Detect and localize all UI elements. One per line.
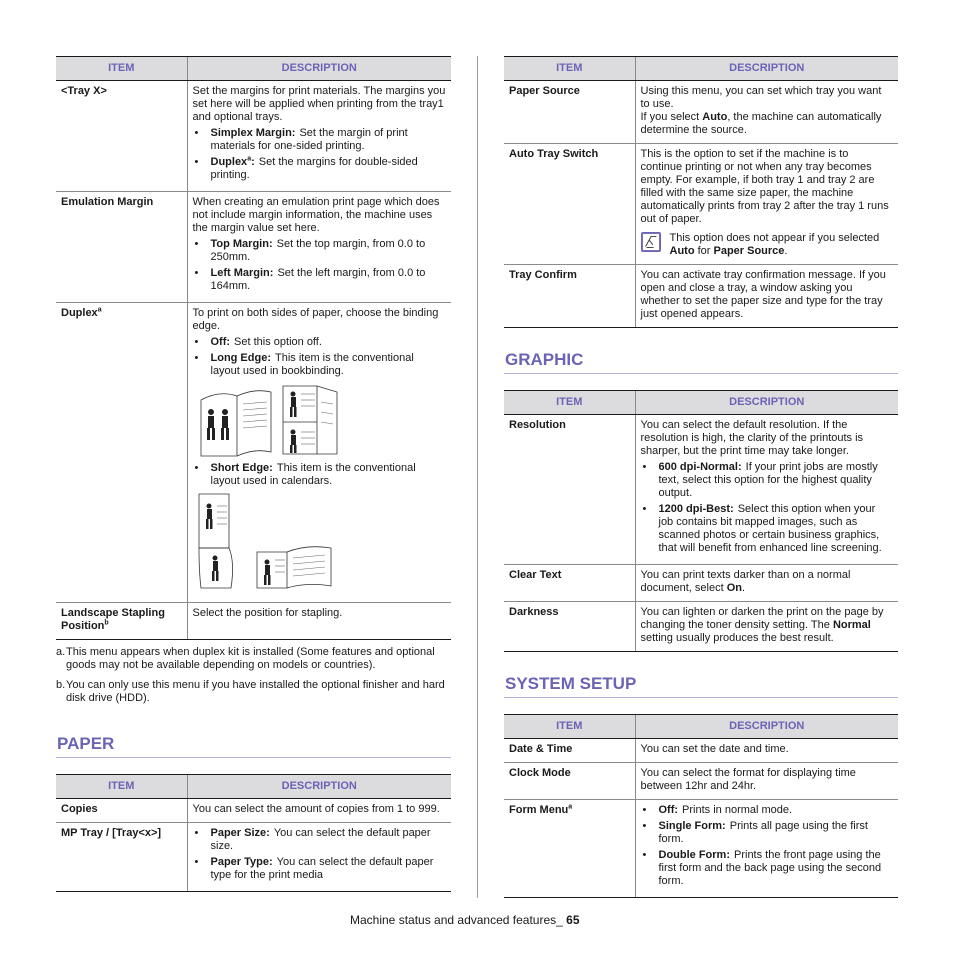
bullet (641, 503, 894, 555)
bullet-text: Set the margins for double-sided printing. (210, 156, 418, 181)
note-icon (641, 232, 661, 252)
row-item: Clear Text (504, 565, 635, 602)
table-header (56, 57, 451, 81)
text-bold: Auto (669, 245, 695, 257)
bullet-label (211, 156, 255, 168)
footnote (56, 646, 451, 672)
bullet-label: Paper Size: (210, 827, 270, 839)
table-row (504, 265, 898, 328)
row-description (635, 415, 898, 565)
row-description (635, 565, 898, 602)
item-label: Landscape Stapling Position (61, 607, 165, 632)
description-header: DESCRIPTION (187, 775, 451, 799)
description-text (641, 111, 894, 137)
row-description (635, 800, 898, 898)
description-text: You can select the default resolution. If the resolution is high, the clarity of the printouts is sharper, but the print time may take longer. (640, 419, 864, 457)
table-header (504, 391, 898, 415)
bullet-label: Single Form: (658, 820, 726, 832)
bullet-label: Simplex Margin: (210, 127, 296, 139)
row-item: Date & Time (504, 739, 635, 763)
bullet-label: Short Edge: (210, 462, 273, 474)
bullet-text: Select this option when your job contains bit mapped images, such as scanned photos or certain business graphics, that will benefit from enhanced line screening. (658, 503, 882, 554)
bullet (193, 267, 447, 293)
row-description: You can select the amount of copies from 1 to 999. (187, 799, 451, 823)
system-setup-section-title: SYSTEM SETUP (504, 668, 898, 698)
paper-table (56, 774, 451, 892)
table-row (504, 763, 898, 800)
table-row (504, 565, 898, 602)
table-row (56, 799, 451, 823)
text-part: . (742, 582, 746, 594)
text-part: for (694, 245, 714, 257)
text-bold: Paper Source (713, 245, 785, 257)
bullet-label: 1200 dpi-Best: (658, 503, 734, 515)
footnote-mark: a (568, 803, 573, 811)
right-column (504, 56, 898, 898)
footnote-mark: b (104, 619, 109, 627)
text-part: If you select (640, 111, 703, 123)
table-row (504, 800, 898, 898)
table-header (56, 775, 451, 799)
footnote-mark: a. (56, 646, 66, 658)
table-row (56, 192, 451, 303)
description-text: To print on both sides of paper, choose the binding edge. (192, 307, 439, 332)
footnote-mark: b. (56, 679, 66, 691)
row-item: <Tray X> (56, 81, 187, 192)
footnote-text: This menu appears when duplex kit is installed (Some features and optional goods may not be available depending on models or countries). (66, 646, 435, 671)
left-column (56, 56, 451, 892)
note-text (670, 232, 894, 258)
paper-section-title: PAPER (56, 728, 451, 758)
table-row (504, 602, 898, 652)
footnote-text: You can only use this menu if you have installed the optional finisher and hard disk drive (HDD). (66, 679, 445, 704)
description-text: Using this menu, you can set which tray you want to use. (640, 85, 882, 110)
text-bold: Normal (832, 619, 871, 631)
text-part: You can print texts darker than on a normal document, select (640, 569, 851, 594)
row-description (187, 823, 451, 892)
row-description (635, 144, 898, 265)
row-item: Auto Tray Switch (504, 144, 635, 265)
bullet-label: Paper Type: (210, 856, 273, 868)
column-divider (477, 56, 478, 898)
bullet (193, 336, 447, 349)
bullet (641, 804, 894, 817)
description-text: Set the margins for print materials. The margins you set here will be applied when printing from the tray1 and optional trays. (192, 85, 446, 123)
bullet (193, 238, 447, 264)
bullet (641, 849, 894, 888)
table-row (504, 415, 898, 565)
text-part: You can lighten or darken the print on the page by changing the toner density setting. The (640, 606, 884, 631)
item-label: Form Menu (509, 804, 569, 816)
row-description: You can activate tray confirmation message. If you open and close a tray, a window asking you whether to set the paper size and type for the tray just opened appears. (635, 265, 898, 328)
text-part: . (784, 245, 788, 257)
page-number: 65 (566, 913, 580, 927)
bullet-text: Prints all page using the first form. (658, 820, 868, 845)
bullet-label: Off: (210, 336, 231, 348)
bullet-label: Top Margin: (210, 238, 273, 250)
text-bold: On (726, 582, 742, 594)
bullet (641, 820, 894, 846)
bullet (193, 127, 447, 153)
system-table (504, 714, 898, 898)
footnote-mark: a (97, 306, 102, 314)
setup-table (56, 56, 451, 640)
description-header: DESCRIPTION (635, 57, 898, 81)
bullet (193, 352, 447, 378)
row-description (635, 602, 898, 652)
description-header: DESCRIPTION (187, 57, 451, 81)
bullet-text: You can select the default paper type for the print media (210, 856, 434, 881)
long-edge-illustration (197, 382, 347, 458)
footnote (56, 679, 451, 705)
bullet-label: Off: (658, 804, 679, 816)
bullet-text: You can select the default paper size. (210, 827, 431, 852)
item-header: ITEM (504, 715, 635, 739)
note (641, 232, 894, 258)
row-description (187, 192, 451, 303)
bullet (193, 827, 447, 853)
item-header: ITEM (504, 391, 635, 415)
table-header (504, 57, 898, 81)
row-description: Select the position for stapling. (187, 603, 451, 640)
bullet-label: 600 dpi-Normal: (658, 461, 742, 473)
bullet-label-text: Duplex (210, 156, 248, 168)
bullet (193, 156, 447, 182)
row-item (56, 303, 187, 603)
bullet-text: Set the top margin, from 0.0 to 250mm. (210, 238, 426, 263)
footer-text: Machine status and advanced features_ (350, 913, 567, 927)
item-header: ITEM (56, 57, 187, 81)
bullet-text: If your print jobs are mostly text, select this option for the highest quality output. (658, 461, 878, 499)
row-item (504, 800, 635, 898)
graphic-section-title: GRAPHIC (504, 344, 898, 374)
bullet (193, 856, 447, 882)
row-item: Resolution (504, 415, 635, 565)
row-description (187, 81, 451, 192)
bullet-label: Long Edge: (210, 352, 271, 364)
row-item: Clock Mode (504, 763, 635, 800)
table-row (504, 144, 898, 265)
bullet-text: Set the margin of print materials for one-sided printing. (210, 127, 408, 152)
bullet-text: This item is the conventional layout used in calendars. (210, 462, 416, 487)
table-row (504, 81, 898, 144)
table-row (56, 303, 451, 603)
row-item: Tray Confirm (504, 265, 635, 328)
bullet-text: Prints the front page using the first form and the back page using the second form. (658, 849, 882, 887)
description-header: DESCRIPTION (635, 391, 898, 415)
row-item (56, 603, 187, 640)
footnotes (56, 646, 451, 705)
bullet (641, 461, 894, 500)
row-item: Emulation Margin (56, 192, 187, 303)
text-part: , the machine can automatically determine the source. (640, 111, 882, 136)
row-description: You can set the date and time. (635, 739, 898, 763)
row-item: Copies (56, 799, 187, 823)
table-row (504, 739, 898, 763)
page-footer (350, 913, 580, 927)
bullet-text: This item is the conventional layout used in bookbinding. (210, 352, 414, 377)
item-header: ITEM (504, 57, 635, 81)
row-item: Paper Source (504, 81, 635, 144)
table-row (56, 81, 451, 192)
bullet-colon: : (251, 156, 255, 168)
item-header: ITEM (56, 775, 187, 799)
row-item: MP Tray / [Tray<x>] (56, 823, 187, 892)
item-label: Duplex (61, 307, 98, 319)
description-text: This is the option to set if the machine is to continue printing or not when any tray becomes empty. For example, if both tray 1 and tray 2 are filled with the same size paper, the machine automatically prints from tray 2 after the tray 1 runs out of paper. (640, 148, 889, 225)
text-part: setting usually produces the best result. (640, 632, 834, 644)
bullet-text: Prints in normal mode. (682, 804, 793, 816)
bullet-label: Left Margin: (210, 267, 274, 279)
table-row (56, 823, 451, 892)
row-item: Darkness (504, 602, 635, 652)
text-bold: Auto (702, 111, 728, 123)
short-edge-illustration (197, 492, 357, 592)
footnote-mark: a (247, 155, 252, 163)
bullet (193, 462, 447, 488)
table-header (504, 715, 898, 739)
text-part: This option does not appear if you selected (669, 232, 880, 244)
graphic-table (504, 390, 898, 652)
description-text: When creating an emulation print page which does not include margin information, the machine uses the margin value set here. (192, 196, 440, 234)
bullet-label: Double Form: (658, 849, 730, 861)
row-description (187, 303, 451, 603)
tray-table (504, 56, 898, 328)
bullet-text: Set this option off. (234, 336, 322, 348)
table-row (56, 603, 451, 640)
description-header: DESCRIPTION (635, 715, 898, 739)
bullet-text: Set the left margin, from 0.0 to 164mm. (210, 267, 426, 292)
row-description: You can select the format for displaying time between 12hr and 24hr. (635, 763, 898, 800)
row-description (635, 81, 898, 144)
